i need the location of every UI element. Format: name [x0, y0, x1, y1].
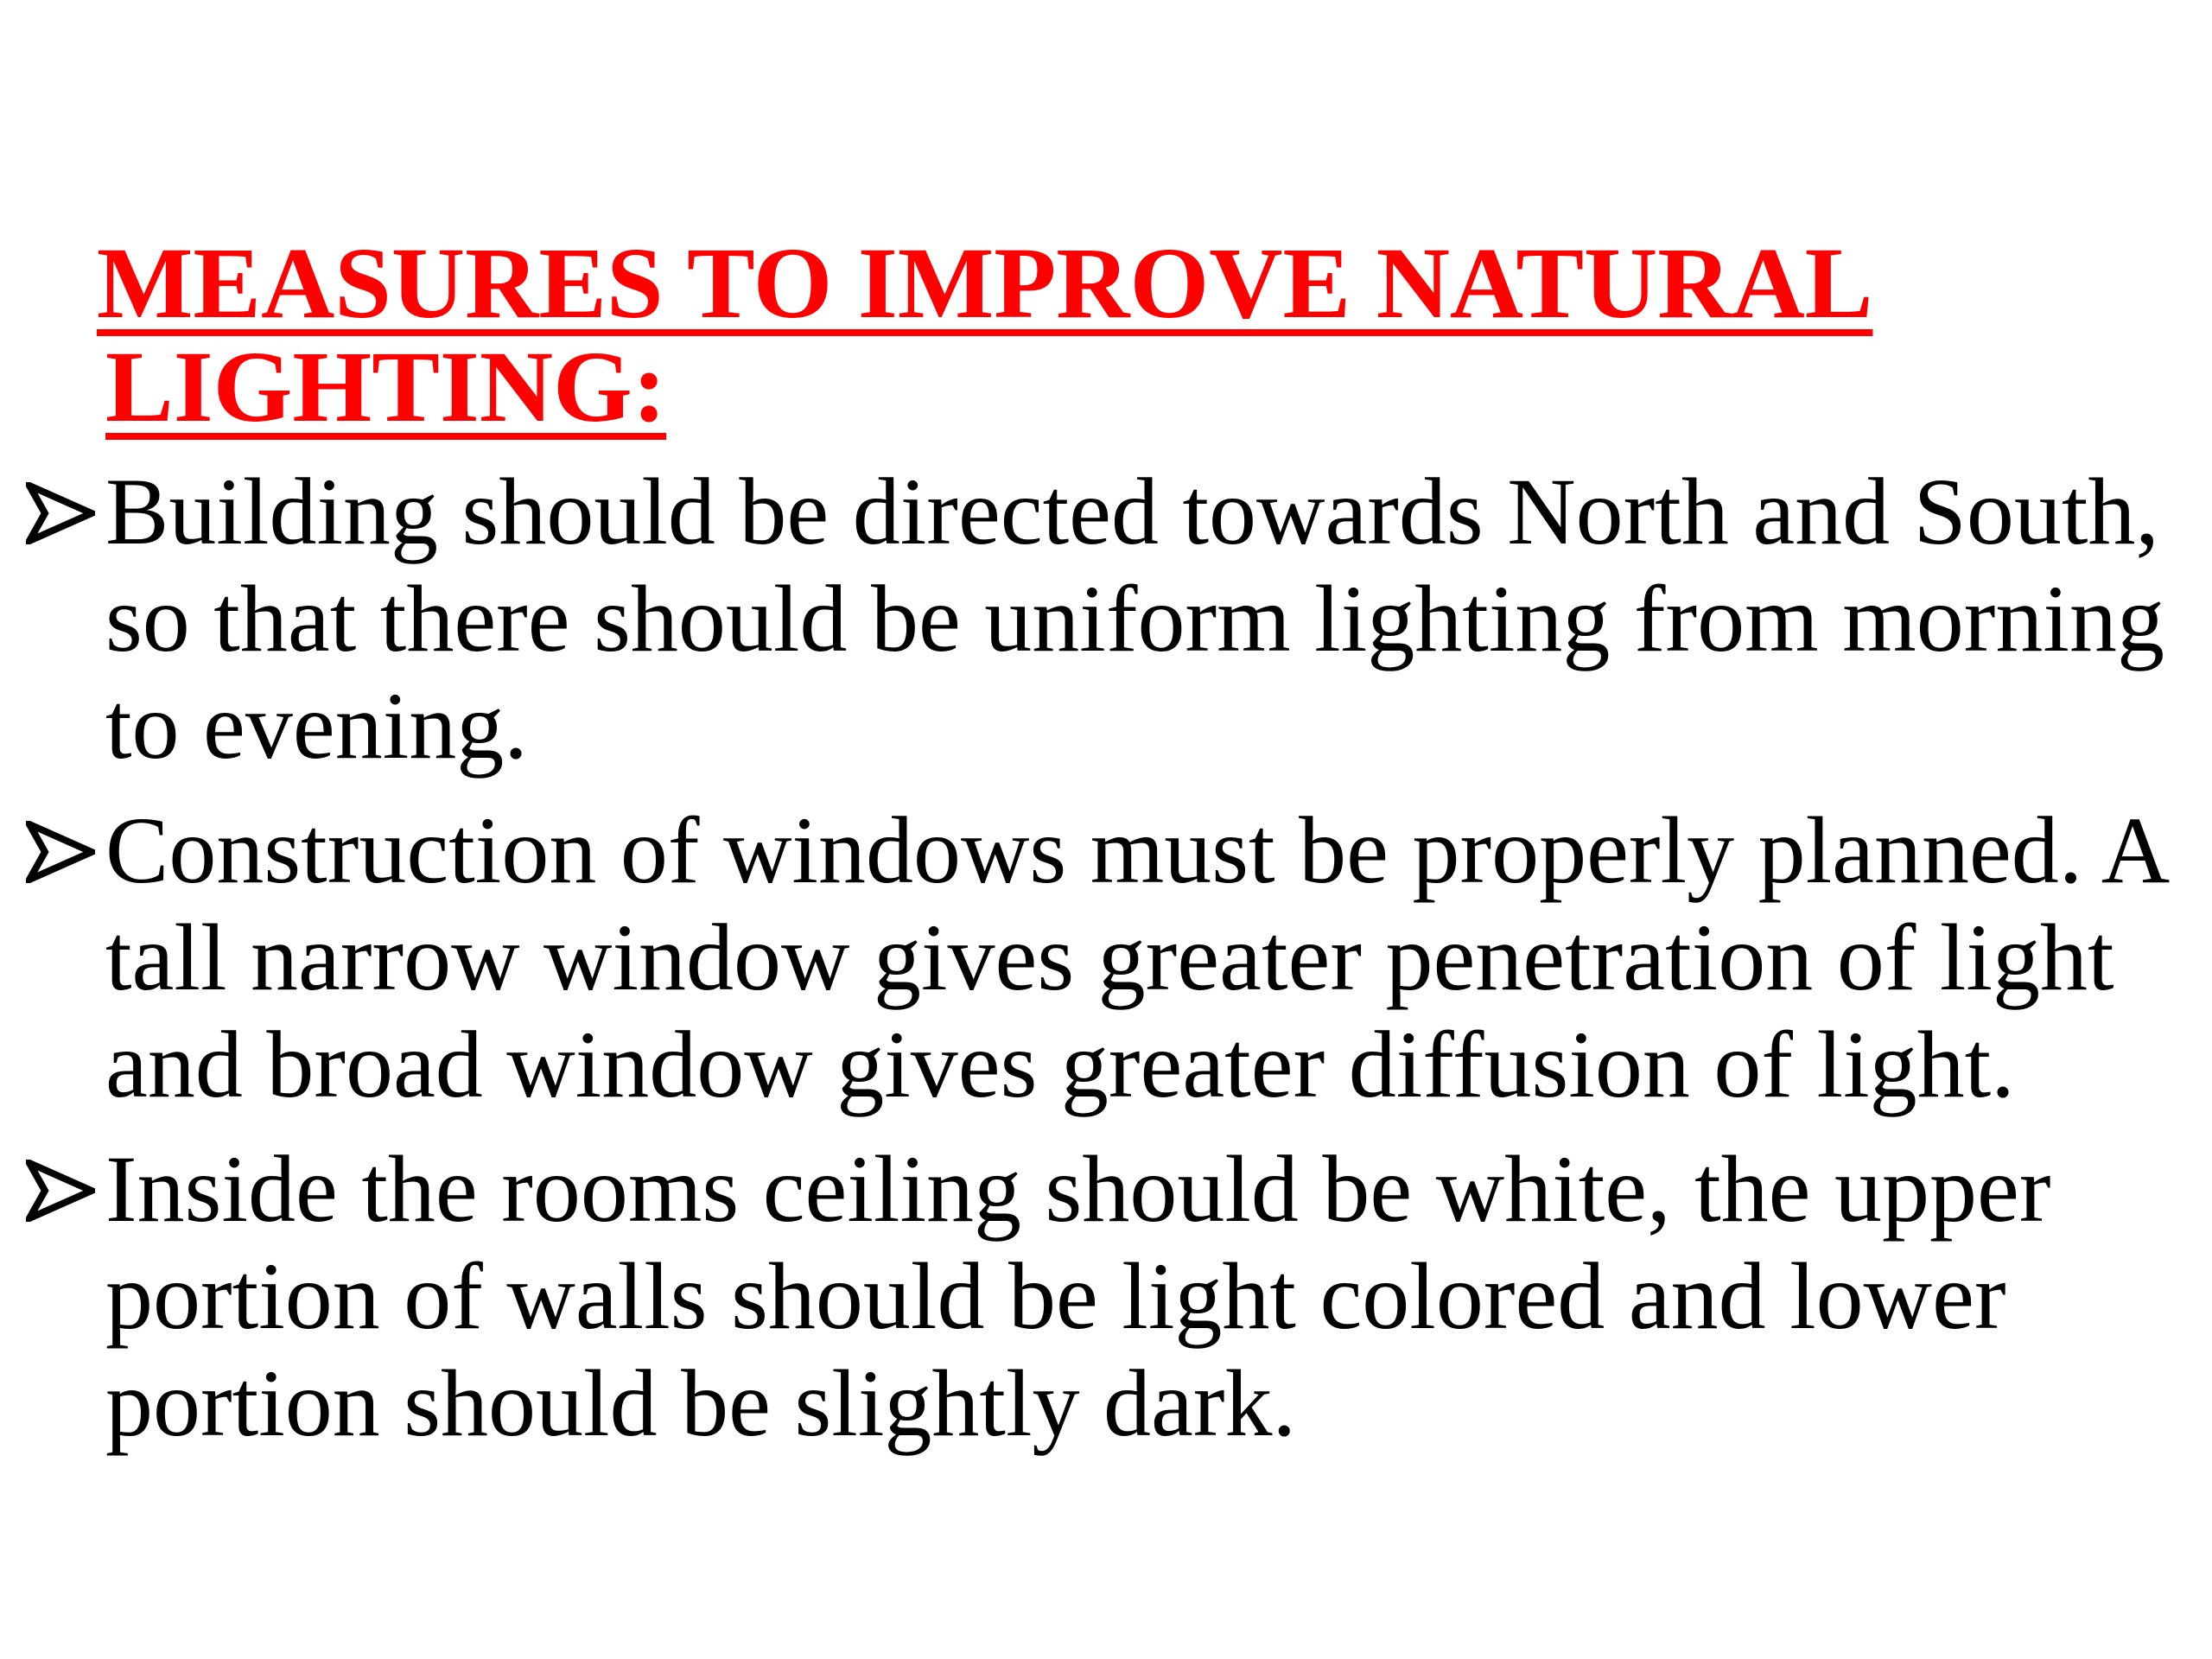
arrowhead-bullet-icon [26, 482, 95, 544]
bullet-text: Building should be directed towards North and South, so that there should be uniform lighting from morning to evening. [105, 459, 2164, 779]
bullet-item [26, 797, 2186, 1118]
title-line-1: MEASURES TO IMPROVE NATURAL [97, 226, 1873, 340]
title-line-2: LIGHTING: [105, 330, 667, 443]
bullet-item [26, 458, 2186, 779]
bullet-list [26, 458, 2186, 1474]
bullet-text: Construction of windows must be properly planned. A tall narrow window gives greater penetration of light and broad window gives greater diffusion of light. [105, 798, 2165, 1117]
arrowhead-bullet-icon [26, 821, 95, 883]
bullet-text: Inside the rooms ceiling should be white, the upper portion of walls should be light colored and lower portion should be slightly dark. [105, 1136, 2051, 1456]
slide-title [97, 226, 2084, 443]
bullet-item [26, 1135, 2186, 1457]
arrowhead-bullet-icon [26, 1160, 95, 1222]
